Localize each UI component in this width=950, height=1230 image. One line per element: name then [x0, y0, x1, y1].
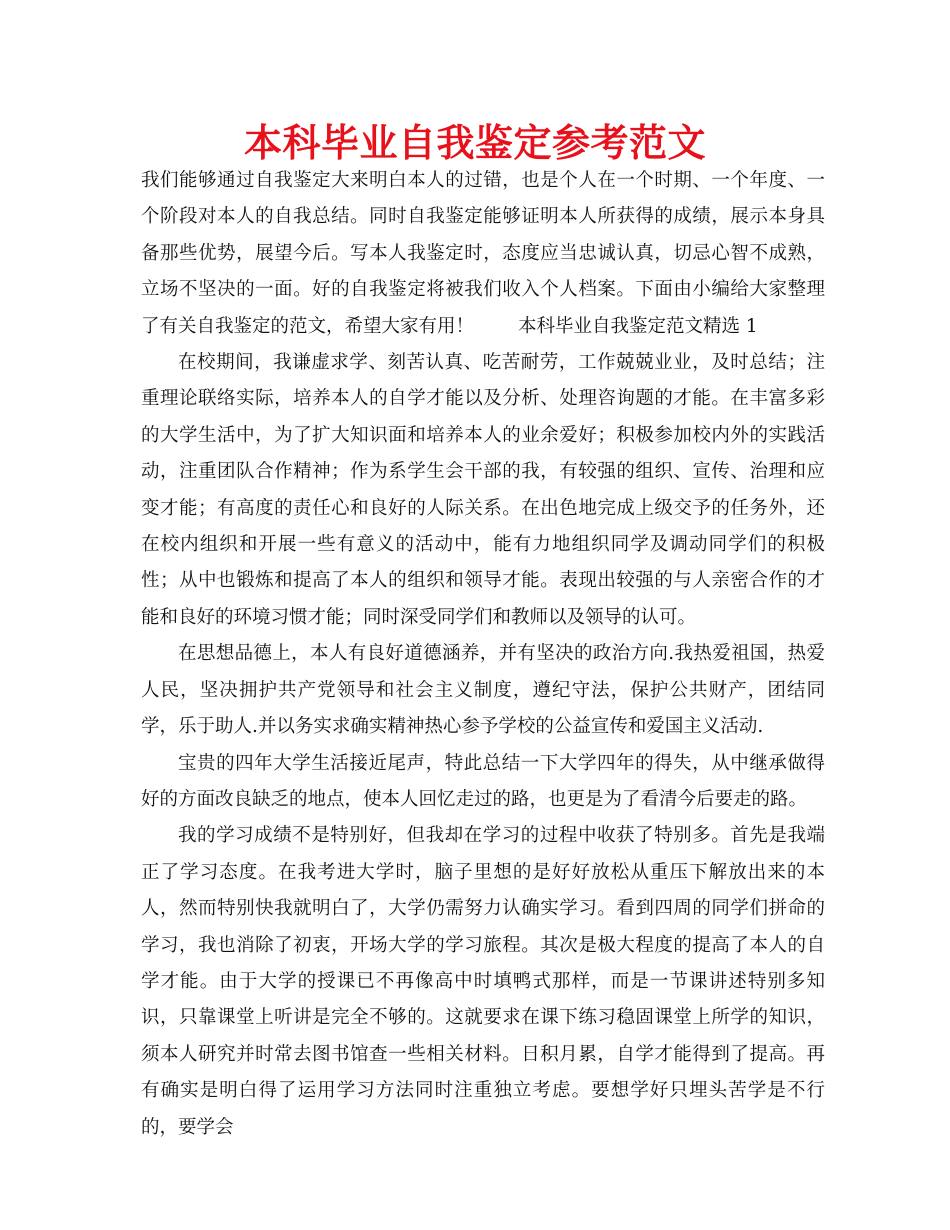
body-paragraph: 宝贵的四年大学生活接近尾声，特此总结一下大学四年的得失，从中继承做得好的方面改良缺乏的地点，使本人回忆走过的路，也更是为了看清今后要走的路。 — [141, 752, 825, 810]
body-paragraph: 在思想品德上，本人有良好道德涵养，并有坚决的政治方向.我热爱祖国，热爱人民，坚决拥护共产党领导和社会主义制度，遵纪守法，保护公共财产，团结同学，乐于助人.并以务实求确实精神热心参予学校的公益宣传和爱国主义活动. — [141, 643, 825, 738]
intro-text: 我们能够通过自我鉴定大来明白本人的过错，也是个人在一个时期、一个年度、一个阶段对本人的自我总结。同时自我鉴定能够证明本人所获得的成绩，展示本身具备那些优势，展望今后。写本人我鉴定时，态度应当忠诚认真，切忌心智不成熟，立场不坚决的一面。好的自我鉴定将被我们收入个人档案。下面由小编给大家整理了有关自我鉴定的范文，希望大家有用！ — [141, 170, 825, 337]
body-paragraph: 我的学习成绩不是特别好，但我却在学习的过程中收获了特别多。首先是我端正了学习态度。在我考进大学时，脑子里想的是好好放松从重压下解放出来的本人，然而特别快我就明白了，大学仍需努力认确实学习。看到四周的同学们拼命的学习，我也消除了初衷，开场大学的学习旅程。其次是极大程度的提高了本人的自学才能。由于大学的授课已不再像高中时填鸭式那样，而是一节课讲述特别多知识，只靠课堂上听讲是完全不够的。这就要求在课下练习稳固课堂上所学的知识，须本人研究并时常去图书馆查一些相关材料。日积月累，自学才能得到了提高。再有确实是明白得了运用学习方法同时注重独立考虑。要想学好只埋头苦学是不行的，要学会 — [141, 825, 825, 1138]
body-paragraph: 在校期间，我谦虚求学、刻苦认真、吃苦耐劳，工作兢兢业业，及时总结；注重理论联络实际，培养本人的自学才能以及分析、处理咨询题的才能。在丰富多彩的大学生活中，为了扩大知识面和培养本人的业余爱好；积极参加校内外的实践活动，注重团队合作精神；作为系学生会干部的我，有较强的组织、宣传、治理和应变才能；有高度的责任心和良好的人际关系。在出色地完成上级交予的任务外，还在校内组织和开展一些有意义的活动中，能有力地组织同学及调动同学们的积极性；从中也锻炼和提高了本人的组织和领导才能。表现出较强的与人亲密合作的才能和良好的环境习惯才能；同时深受同学们和教师以及领导的认可。 — [141, 352, 825, 628]
intro-paragraph — [141, 163, 825, 345]
section-heading: 本科毕业自我鉴定范文精选 1 — [518, 315, 758, 337]
document-title: 本科毕业自我鉴定参考范文 — [243, 121, 706, 165]
document-body — [141, 163, 825, 1146]
